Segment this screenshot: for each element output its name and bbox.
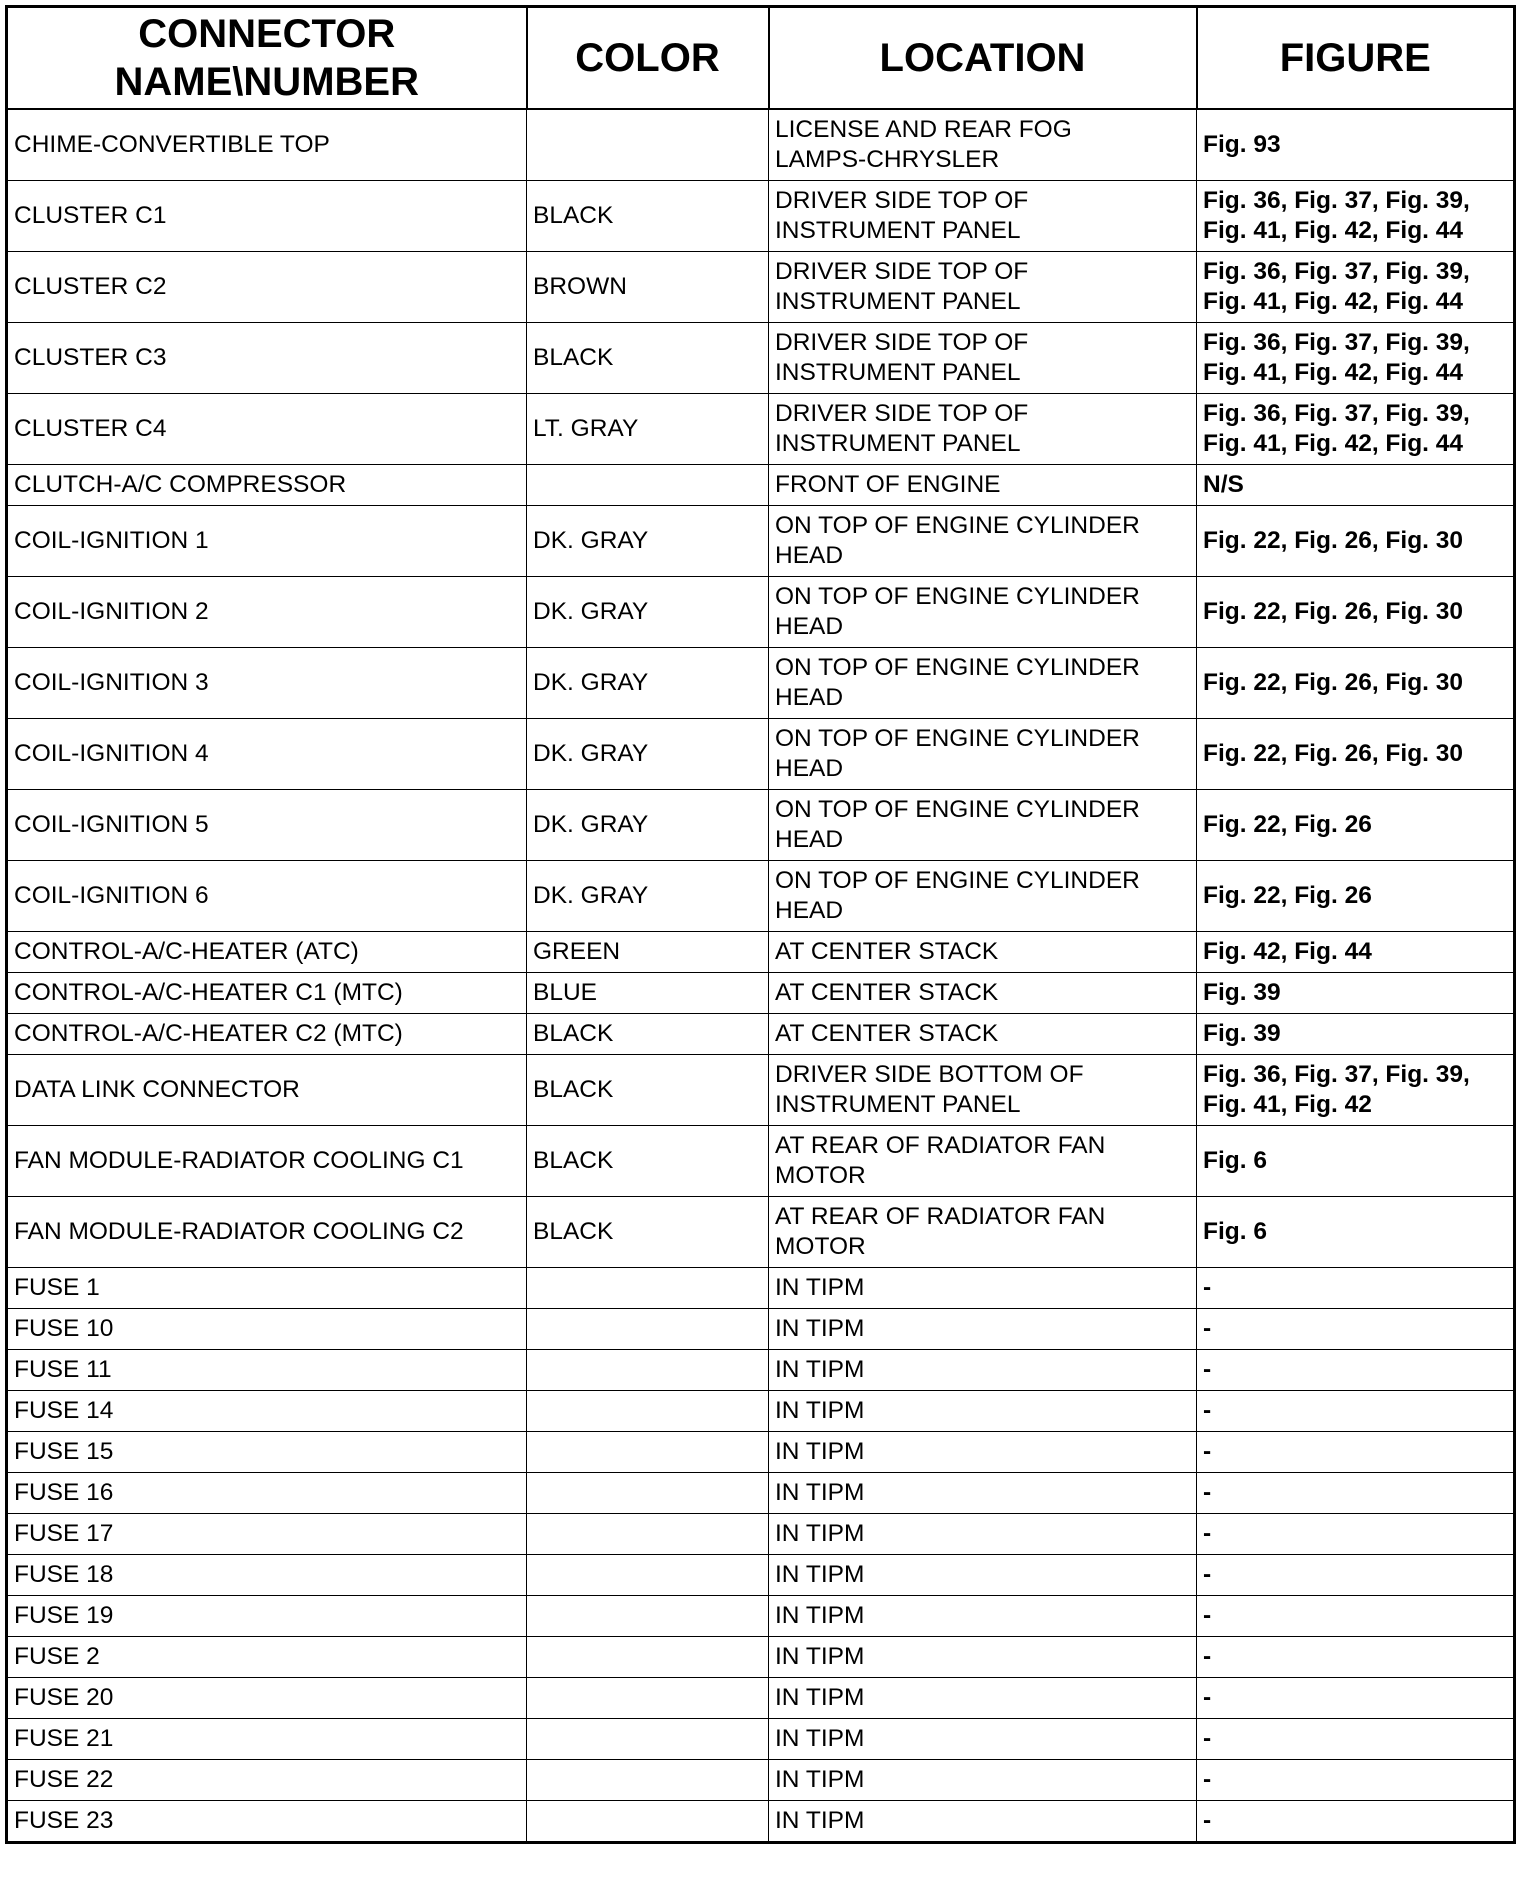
location-cell: IN TIPM <box>769 1473 1197 1514</box>
color-cell <box>527 1473 769 1514</box>
connector-name-cell: FUSE 22 <box>7 1760 527 1801</box>
figure-cell: Fig. 39 <box>1197 1014 1515 1055</box>
color-cell <box>527 1801 769 1843</box>
table-row <box>7 252 1515 323</box>
figure-cell: Fig. 22, Fig. 26, Fig. 30 <box>1197 719 1515 790</box>
table-row <box>7 506 1515 577</box>
figure-cell: - <box>1197 1350 1515 1391</box>
connector-name-cell: FUSE 16 <box>7 1473 527 1514</box>
table-row <box>7 465 1515 506</box>
figure-cell: Fig. 36, Fig. 37, Fig. 39, Fig. 41, Fig. 42 <box>1197 1055 1515 1126</box>
header-row <box>7 7 1515 110</box>
color-cell: DK. GRAY <box>527 506 769 577</box>
table-row <box>7 1126 1515 1197</box>
table-row <box>7 1055 1515 1126</box>
location-cell: IN TIPM <box>769 1719 1197 1760</box>
location-cell: IN TIPM <box>769 1432 1197 1473</box>
header-figure: FIGURE <box>1197 7 1515 110</box>
color-cell: BLUE <box>527 973 769 1014</box>
header-connector: CONNECTOR NAME\NUMBER <box>7 7 527 110</box>
figure-cell: - <box>1197 1473 1515 1514</box>
connector-name-cell: COIL-IGNITION 3 <box>7 648 527 719</box>
figure-cell: Fig. 22, Fig. 26, Fig. 30 <box>1197 577 1515 648</box>
connector-name-cell: CONTROL-A/C-HEATER C1 (MTC) <box>7 973 527 1014</box>
location-cell: IN TIPM <box>769 1391 1197 1432</box>
connector-name-cell: CLUSTER C1 <box>7 181 527 252</box>
table-row <box>7 1637 1515 1678</box>
table-row <box>7 861 1515 932</box>
header-location: LOCATION <box>769 7 1197 110</box>
location-cell: AT REAR OF RADIATOR FAN MOTOR <box>769 1126 1197 1197</box>
location-cell: ON TOP OF ENGINE CYLINDER HEAD <box>769 506 1197 577</box>
table-row <box>7 1760 1515 1801</box>
location-cell: IN TIPM <box>769 1268 1197 1309</box>
color-cell <box>527 1637 769 1678</box>
figure-cell: Fig. 36, Fig. 37, Fig. 39, Fig. 41, Fig. 42, Fig. 44 <box>1197 181 1515 252</box>
figure-cell: N/S <box>1197 465 1515 506</box>
figure-cell: Fig. 22, Fig. 26, Fig. 30 <box>1197 506 1515 577</box>
connector-name-cell: CLUTCH-A/C COMPRESSOR <box>7 465 527 506</box>
table-row <box>7 109 1515 181</box>
figure-cell: - <box>1197 1678 1515 1719</box>
table-row <box>7 1555 1515 1596</box>
table-row <box>7 1432 1515 1473</box>
table-row <box>7 1197 1515 1268</box>
figure-cell: - <box>1197 1801 1515 1843</box>
color-cell: BROWN <box>527 252 769 323</box>
connector-name-cell: FUSE 14 <box>7 1391 527 1432</box>
location-cell: IN TIPM <box>769 1309 1197 1350</box>
connector-name-cell: FAN MODULE-RADIATOR COOLING C2 <box>7 1197 527 1268</box>
location-cell: DRIVER SIDE BOTTOM OF INSTRUMENT PANEL <box>769 1055 1197 1126</box>
table-row <box>7 577 1515 648</box>
connector-name-cell: COIL-IGNITION 6 <box>7 861 527 932</box>
figure-cell: Fig. 36, Fig. 37, Fig. 39, Fig. 41, Fig. 42, Fig. 44 <box>1197 394 1515 465</box>
table-row <box>7 1719 1515 1760</box>
figure-cell: Fig. 22, Fig. 26 <box>1197 861 1515 932</box>
table-row <box>7 973 1515 1014</box>
table-row <box>7 1309 1515 1350</box>
connector-name-cell: CLUSTER C2 <box>7 252 527 323</box>
figure-cell: - <box>1197 1268 1515 1309</box>
location-cell: DRIVER SIDE TOP OF INSTRUMENT PANEL <box>769 181 1197 252</box>
color-cell: BLACK <box>527 1126 769 1197</box>
color-cell <box>527 1350 769 1391</box>
connector-name-cell: FUSE 11 <box>7 1350 527 1391</box>
connector-name-cell: FUSE 10 <box>7 1309 527 1350</box>
connector-name-cell: COIL-IGNITION 1 <box>7 506 527 577</box>
table-row <box>7 790 1515 861</box>
color-cell: LT. GRAY <box>527 394 769 465</box>
table-row <box>7 648 1515 719</box>
location-cell: AT CENTER STACK <box>769 932 1197 973</box>
figure-cell: - <box>1197 1309 1515 1350</box>
table-row <box>7 719 1515 790</box>
color-cell: DK. GRAY <box>527 577 769 648</box>
connector-name-cell: FUSE 20 <box>7 1678 527 1719</box>
table-row <box>7 1350 1515 1391</box>
figure-cell: - <box>1197 1760 1515 1801</box>
color-cell: GREEN <box>527 932 769 973</box>
location-cell: ON TOP OF ENGINE CYLINDER HEAD <box>769 577 1197 648</box>
connector-name-cell: FUSE 17 <box>7 1514 527 1555</box>
location-cell: AT CENTER STACK <box>769 1014 1197 1055</box>
color-cell: BLACK <box>527 323 769 394</box>
table-row <box>7 1014 1515 1055</box>
color-cell <box>527 109 769 181</box>
connector-name-cell: FUSE 2 <box>7 1637 527 1678</box>
color-cell <box>527 1268 769 1309</box>
location-cell: IN TIPM <box>769 1350 1197 1391</box>
connector-name-cell: CLUSTER C3 <box>7 323 527 394</box>
location-cell: ON TOP OF ENGINE CYLINDER HEAD <box>769 790 1197 861</box>
table-row <box>7 1391 1515 1432</box>
connector-table <box>5 5 1516 1844</box>
connector-name-cell: COIL-IGNITION 4 <box>7 719 527 790</box>
location-cell: IN TIPM <box>769 1555 1197 1596</box>
color-cell: DK. GRAY <box>527 861 769 932</box>
location-cell: DRIVER SIDE TOP OF INSTRUMENT PANEL <box>769 252 1197 323</box>
figure-cell: Fig. 6 <box>1197 1197 1515 1268</box>
location-cell: DRIVER SIDE TOP OF INSTRUMENT PANEL <box>769 323 1197 394</box>
table-row <box>7 1514 1515 1555</box>
figure-cell: - <box>1197 1391 1515 1432</box>
connector-name-cell: FUSE 21 <box>7 1719 527 1760</box>
figure-cell: - <box>1197 1637 1515 1678</box>
connector-name-cell: DATA LINK CONNECTOR <box>7 1055 527 1126</box>
color-cell <box>527 1432 769 1473</box>
color-cell <box>527 1514 769 1555</box>
connector-name-cell: COIL-IGNITION 2 <box>7 577 527 648</box>
figure-cell: Fig. 42, Fig. 44 <box>1197 932 1515 973</box>
color-cell: DK. GRAY <box>527 719 769 790</box>
color-cell: BLACK <box>527 181 769 252</box>
figure-cell: Fig. 22, Fig. 26 <box>1197 790 1515 861</box>
location-cell: AT REAR OF RADIATOR FAN MOTOR <box>769 1197 1197 1268</box>
color-cell <box>527 1391 769 1432</box>
connector-name-cell: FUSE 1 <box>7 1268 527 1309</box>
location-cell: ON TOP OF ENGINE CYLINDER HEAD <box>769 648 1197 719</box>
table-row <box>7 1473 1515 1514</box>
location-cell: IN TIPM <box>769 1801 1197 1843</box>
color-cell <box>527 1760 769 1801</box>
figure-cell: - <box>1197 1555 1515 1596</box>
table-row <box>7 1268 1515 1309</box>
connector-name-cell: CLUSTER C4 <box>7 394 527 465</box>
color-cell <box>527 1678 769 1719</box>
table-row <box>7 1678 1515 1719</box>
table-row <box>7 181 1515 252</box>
header-color: COLOR <box>527 7 769 110</box>
color-cell <box>527 465 769 506</box>
table-row <box>7 394 1515 465</box>
location-cell: FRONT OF ENGINE <box>769 465 1197 506</box>
location-cell: IN TIPM <box>769 1596 1197 1637</box>
location-cell: IN TIPM <box>769 1678 1197 1719</box>
figure-cell: - <box>1197 1719 1515 1760</box>
figure-cell: - <box>1197 1514 1515 1555</box>
connector-name-cell: FUSE 23 <box>7 1801 527 1843</box>
color-cell: BLACK <box>527 1197 769 1268</box>
figure-cell: - <box>1197 1432 1515 1473</box>
figure-cell: Fig. 6 <box>1197 1126 1515 1197</box>
location-cell: ON TOP OF ENGINE CYLINDER HEAD <box>769 861 1197 932</box>
connector-name-cell: CONTROL-A/C-HEATER (ATC) <box>7 932 527 973</box>
table-row <box>7 932 1515 973</box>
color-cell: BLACK <box>527 1014 769 1055</box>
connector-name-cell: CHIME-CONVERTIBLE TOP <box>7 109 527 181</box>
table-row <box>7 323 1515 394</box>
connector-name-cell: COIL-IGNITION 5 <box>7 790 527 861</box>
figure-cell: Fig. 36, Fig. 37, Fig. 39, Fig. 41, Fig. 42, Fig. 44 <box>1197 252 1515 323</box>
connector-name-cell: CONTROL-A/C-HEATER C2 (MTC) <box>7 1014 527 1055</box>
location-cell: IN TIPM <box>769 1760 1197 1801</box>
table-row <box>7 1596 1515 1637</box>
color-cell: BLACK <box>527 1055 769 1126</box>
color-cell <box>527 1555 769 1596</box>
color-cell <box>527 1309 769 1350</box>
location-cell: IN TIPM <box>769 1637 1197 1678</box>
location-cell: IN TIPM <box>769 1514 1197 1555</box>
figure-cell: Fig. 22, Fig. 26, Fig. 30 <box>1197 648 1515 719</box>
table-body <box>7 109 1515 1843</box>
table-row <box>7 1801 1515 1843</box>
connector-name-cell: FAN MODULE-RADIATOR COOLING C1 <box>7 1126 527 1197</box>
location-cell: LICENSE AND REAR FOG LAMPS-CHRYSLER <box>769 109 1197 181</box>
color-cell <box>527 1719 769 1760</box>
color-cell: DK. GRAY <box>527 790 769 861</box>
connector-name-cell: FUSE 19 <box>7 1596 527 1637</box>
figure-cell: Fig. 36, Fig. 37, Fig. 39, Fig. 41, Fig. 42, Fig. 44 <box>1197 323 1515 394</box>
figure-cell: Fig. 93 <box>1197 109 1515 181</box>
location-cell: DRIVER SIDE TOP OF INSTRUMENT PANEL <box>769 394 1197 465</box>
figure-cell: - <box>1197 1596 1515 1637</box>
location-cell: AT CENTER STACK <box>769 973 1197 1014</box>
connector-name-cell: FUSE 15 <box>7 1432 527 1473</box>
connector-name-cell: FUSE 18 <box>7 1555 527 1596</box>
color-cell: DK. GRAY <box>527 648 769 719</box>
location-cell: ON TOP OF ENGINE CYLINDER HEAD <box>769 719 1197 790</box>
figure-cell: Fig. 39 <box>1197 973 1515 1014</box>
color-cell <box>527 1596 769 1637</box>
